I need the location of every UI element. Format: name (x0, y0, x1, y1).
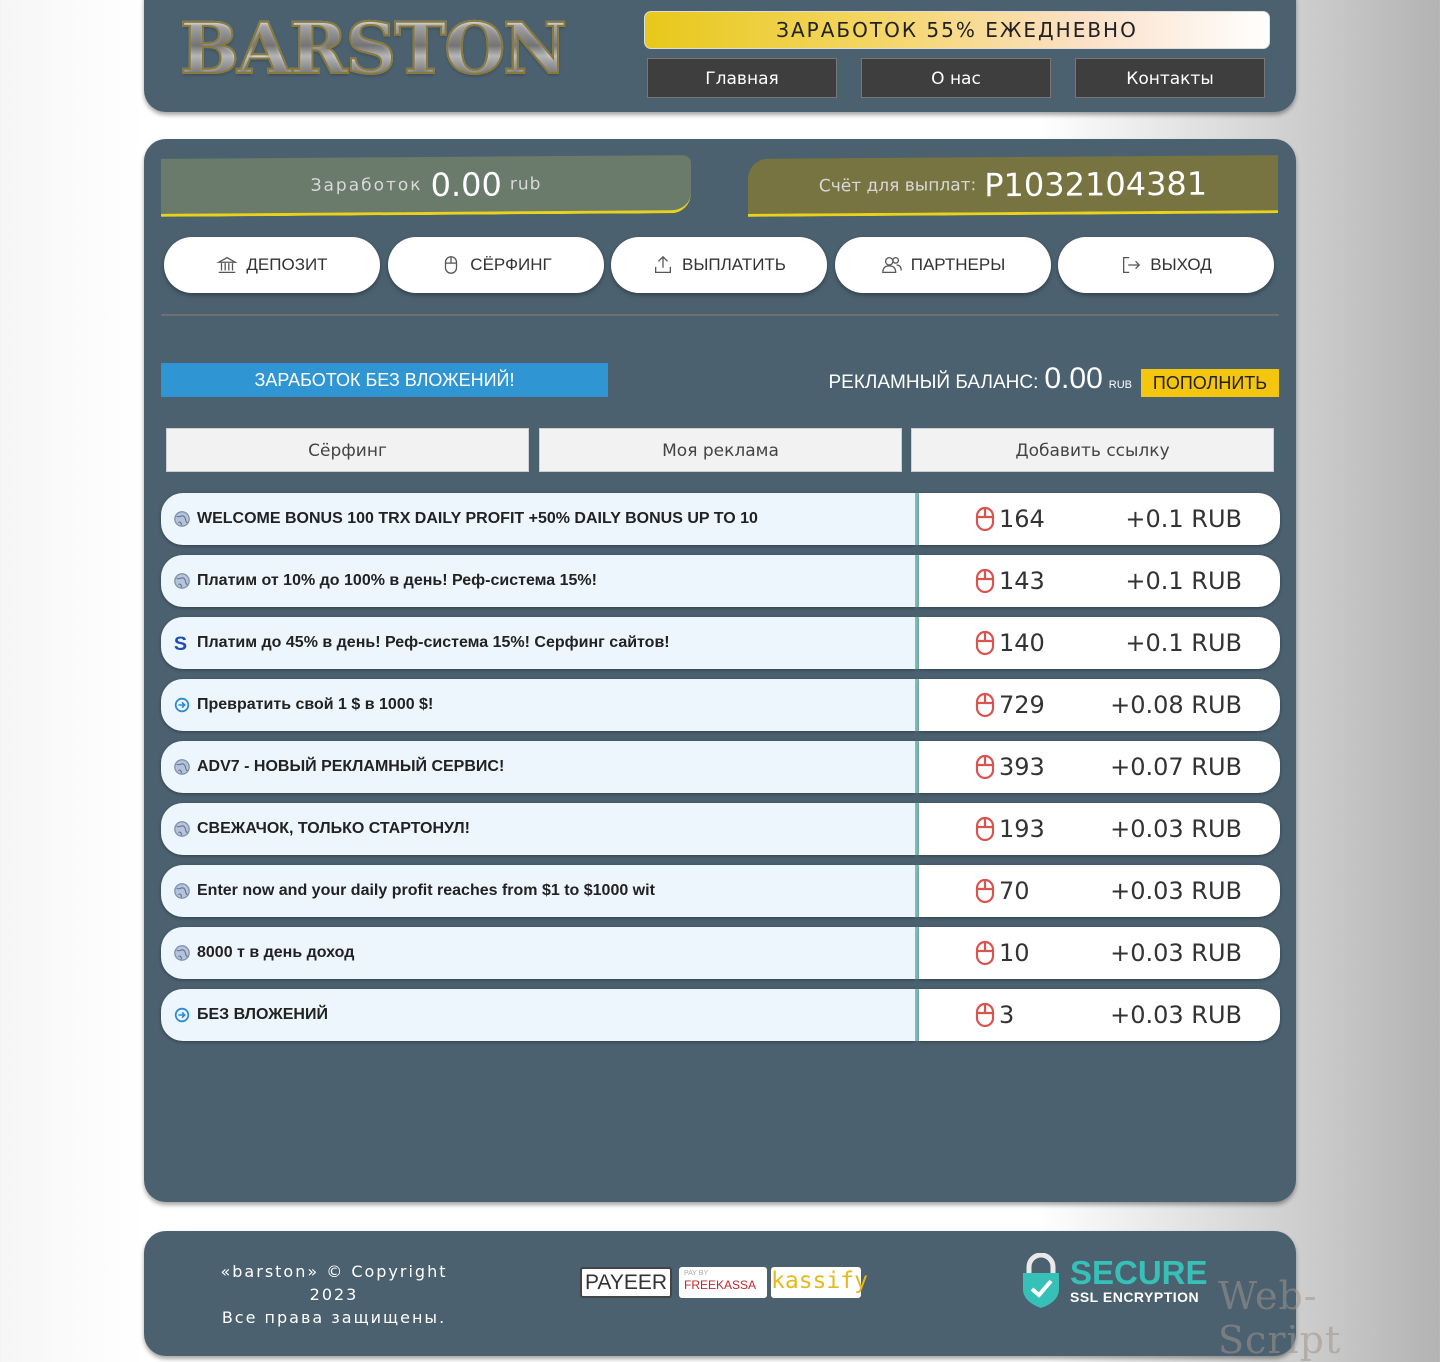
menu-payout-label: ВЫПЛАТИТЬ (682, 255, 786, 274)
payeer-text: PAYEER (584, 1271, 668, 1294)
view-count (975, 741, 1045, 793)
surf-row-title[interactable] (161, 555, 915, 607)
surf-row-title[interactable] (161, 741, 915, 793)
ssl-badge (1020, 1253, 1208, 1309)
view-count-value: 393 (999, 753, 1045, 781)
copyright (200, 1260, 468, 1329)
circle-arrows-icon (173, 696, 191, 714)
surf-row-title[interactable] (161, 493, 915, 545)
menu-surfing-button[interactable] (388, 237, 604, 293)
bank-icon (216, 254, 238, 276)
circle-arrows-icon (173, 1006, 191, 1024)
view-count (975, 927, 1030, 979)
payeer-logo[interactable] (580, 1267, 672, 1298)
ad-balance-value: 0.00 (1044, 362, 1103, 395)
surf-row-stats (919, 927, 1280, 979)
globe-icon (173, 944, 191, 962)
kassify-logo[interactable] (771, 1267, 868, 1298)
view-count-value: 140 (999, 629, 1045, 657)
view-count-value: 3 (999, 1001, 1015, 1029)
reward: +0.1 RUB (1125, 567, 1242, 595)
surf-row[interactable] (161, 741, 1280, 793)
kassify-text: kassify (771, 1268, 868, 1294)
surf-row-title-text: Платим до 45% в день! Реф-система 15%! Серфинг сайтов! (197, 634, 670, 651)
surf-row-title[interactable] (161, 679, 915, 731)
reward: +0.08 RUB (1110, 691, 1242, 719)
view-count-value: 193 (999, 815, 1045, 843)
menu-deposit-button[interactable] (164, 237, 380, 293)
upload-icon (652, 254, 674, 276)
reward: +0.07 RUB (1110, 753, 1242, 781)
surf-row-title-text: 8000 т в день доход (197, 944, 355, 961)
surf-row-stats (919, 741, 1280, 793)
users-icon (881, 254, 903, 276)
menu-deposit-label: ДЕПОЗИТ (246, 255, 328, 274)
topup-button[interactable]: ПОПОЛНИТЬ (1141, 369, 1279, 397)
reward: +0.03 RUB (1110, 1001, 1242, 1029)
surf-row[interactable] (161, 493, 1280, 545)
earnings-label: Заработок (310, 174, 423, 196)
tab-my-ads[interactable]: Моя реклама (539, 428, 902, 472)
shield-lock-icon (1020, 1253, 1062, 1309)
surf-row[interactable] (161, 803, 1280, 855)
reward: +0.1 RUB (1125, 629, 1242, 657)
menu-surfing-label: СЁРФИНГ (470, 255, 552, 274)
menu-logout-button[interactable] (1058, 237, 1274, 293)
earnings-unit: rub (509, 173, 542, 194)
reward: +0.03 RUB (1110, 877, 1242, 905)
ad-balance-unit: RUB (1108, 379, 1132, 391)
globe-icon (173, 572, 191, 590)
globe-icon (173, 758, 191, 776)
secure-subtitle: SSL ENCRYPTION (1070, 1289, 1200, 1305)
ad-balance-label: РЕКЛАМНЫЙ БАЛАНС: (828, 372, 1039, 393)
logout-icon (1120, 254, 1142, 276)
surf-row-stats (919, 803, 1280, 855)
earn-without-investment-badge: ЗАРАБОТОК БЕЗ ВЛОЖЕНИЙ! (161, 363, 608, 397)
mouse-icon (440, 254, 462, 276)
view-count (975, 865, 1030, 917)
mouse-icon (975, 878, 995, 904)
mouse-icon (975, 816, 995, 842)
watermark: Web-Script (1218, 1274, 1342, 1362)
surf-row-stats (919, 989, 1280, 1041)
tab-add-link[interactable]: Добавить ссылку (911, 428, 1274, 472)
surf-row-stats (919, 493, 1280, 545)
payout-banner (748, 155, 1278, 217)
globe-icon (173, 882, 191, 900)
globe-icon (173, 510, 191, 528)
menu-partners-button[interactable] (835, 237, 1051, 293)
surf-row-title-text: Платим от 10% до 100% в день! Реф-система 15%! (197, 572, 597, 589)
surf-row-title-text: WELCOME BONUS 100 TRX DAILY PROFIT +50% DAILY BONUS UP TO 10 (197, 510, 758, 527)
reward: +0.03 RUB (1110, 939, 1242, 967)
s-logo-icon (173, 634, 191, 652)
nav-home[interactable]: Главная (647, 58, 837, 98)
copyright-line: «barston» © Copyright 2023 (220, 1262, 448, 1304)
rights-line: Все права защищены. (221, 1308, 447, 1327)
mouse-icon (975, 630, 995, 656)
ad-balance (829, 362, 1137, 396)
mouse-icon (975, 568, 995, 594)
view-count (975, 493, 1045, 545)
mouse-icon (975, 506, 995, 532)
reward: +0.1 RUB (1125, 505, 1242, 533)
freekassa-logo[interactable] (679, 1267, 767, 1298)
freekassa-text: FREEKASSA (684, 1278, 757, 1292)
view-count (975, 989, 1014, 1041)
surf-row-stats (919, 679, 1280, 731)
view-count (975, 679, 1045, 731)
surf-row-title-text: Превратить свой 1 $ в 1000 $! (197, 696, 434, 713)
main-panel (144, 139, 1296, 1202)
nav-contacts[interactable]: Контакты (1075, 58, 1265, 98)
mouse-icon (975, 1002, 995, 1028)
surf-row[interactable] (161, 617, 1280, 669)
view-count-value: 143 (999, 567, 1045, 595)
surf-row-stats (919, 555, 1280, 607)
surf-row[interactable] (161, 865, 1280, 917)
surf-row-title[interactable] (161, 617, 915, 669)
view-count (975, 803, 1045, 855)
surf-row-title-text: Enter now and your daily profit reaches from $1 to $1000 wit (197, 882, 655, 899)
surf-row-title[interactable] (161, 989, 915, 1041)
view-count-value: 10 (999, 939, 1030, 967)
view-count-value: 70 (999, 877, 1030, 905)
view-count-value: 729 (999, 691, 1045, 719)
promo-banner: ЗАРАБОТОК 55% ЕЖЕДНЕВНО (644, 11, 1270, 49)
surf-row-title[interactable] (161, 927, 915, 979)
reward: +0.03 RUB (1110, 815, 1242, 843)
globe-icon (173, 820, 191, 838)
mouse-icon (975, 940, 995, 966)
secure-title: SECURE (1070, 1254, 1208, 1291)
view-count (975, 555, 1045, 607)
menu-payout-button[interactable] (611, 237, 827, 293)
surf-row[interactable] (161, 989, 1280, 1041)
surf-row-title-text: ADV7 - НОВЫЙ РЕКЛАМНЫЙ СЕРВИС! (197, 758, 505, 775)
surf-row-title-text: БЕЗ ВЛОЖЕНИЙ (197, 1006, 328, 1023)
surf-row-title-text: СВЕЖАЧОК, ТОЛЬКО СТАРТОНУЛ! (197, 820, 470, 837)
surf-row[interactable] (161, 679, 1280, 731)
earnings-banner (161, 155, 691, 217)
payout-account: P1032104381 (984, 164, 1208, 204)
surf-row-title[interactable] (161, 803, 915, 855)
tab-surfing[interactable]: Сёрфинг (166, 428, 529, 472)
surf-row-stats (919, 865, 1280, 917)
mouse-icon (975, 754, 995, 780)
surf-row[interactable] (161, 927, 1280, 979)
freekassa-top: PAY BY (684, 1270, 709, 1277)
menu-partners-label: ПАРТНЕРЫ (910, 255, 1006, 274)
divider (161, 314, 1279, 316)
surf-row[interactable] (161, 555, 1280, 607)
surf-row-stats (919, 617, 1280, 669)
site-logo[interactable]: BARSTON (180, 7, 566, 90)
earnings-value: 0.00 (430, 164, 502, 204)
view-count (975, 617, 1045, 669)
payout-label: Счёт для выплат: (818, 174, 977, 196)
mouse-icon (975, 692, 995, 718)
nav-about[interactable]: О нас (861, 58, 1051, 98)
view-count-value: 164 (999, 505, 1045, 533)
svg-text:S: S (173, 634, 188, 652)
menu-logout-label: ВЫХОД (1150, 255, 1212, 274)
surf-row-title[interactable] (161, 865, 915, 917)
